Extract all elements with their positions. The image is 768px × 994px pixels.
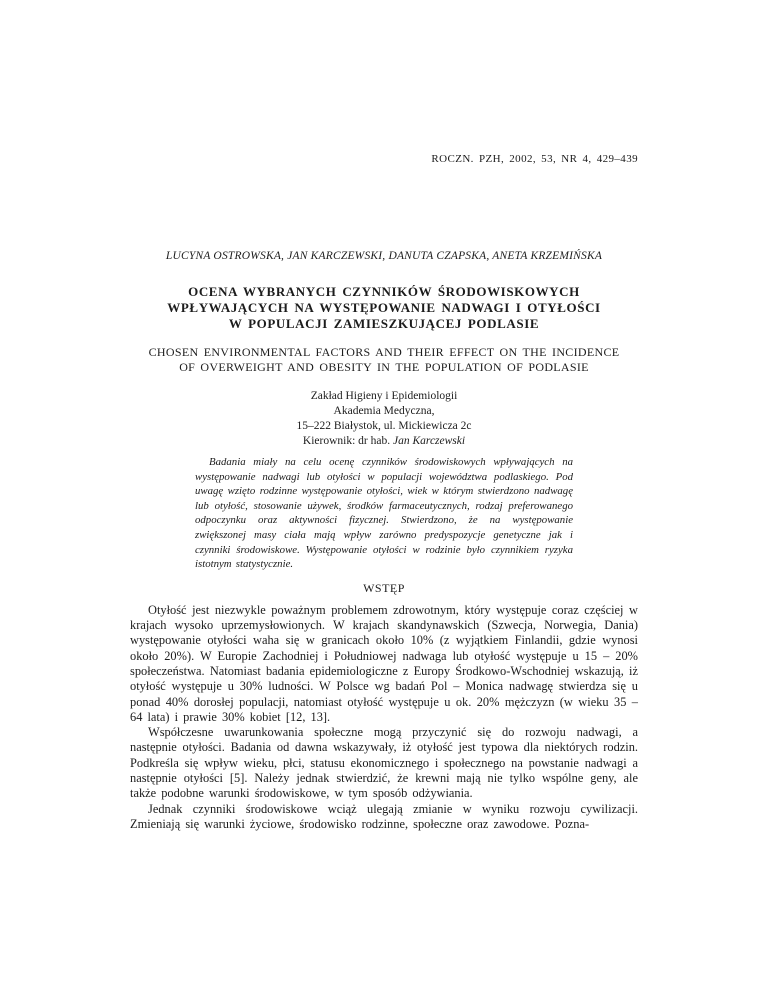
paper-title-polish	[130, 284, 638, 332]
authors-line: LUCYNA OSTROWSKA, JAN KARCZEWSKI, DANUTA CZAPSKA, ANETA KRZEMIŃSKA	[165, 250, 603, 262]
abstract-text: Badania miały na celu ocenę czynników środowiskowych wpływających na występowanie nadwagi lub otyłości w populacji województwa podlaskiego. Pod uwagę wzięto rodzinne występowanie otyłości, wiek w którym stwierdzono nadwagę lub otyłość, stosowanie używek, środków farmaceutycznych, rodzaj preferowanego odpoczynku oraz aktywności fizycznej. Stwierdzono, że na występowanie zwiększonej masy ciała mają wpływ zarówno predyspozycje genetyczne jak i czynniki środowiskowe. Występowanie otyłości w rodzinie było czynnikiem ryzyka istotnym statystycznie.	[195, 456, 573, 571]
affiliation-block	[130, 389, 638, 449]
affiliation-head-label: Kierownik: dr hab.	[302, 435, 393, 447]
affiliation-address: 15–222 Białystok, ul. Mickiewicza 2c	[296, 420, 472, 432]
affiliation-head-name: Jan Karczewski	[393, 435, 466, 447]
affiliation-institution: Akademia Medyczna,	[333, 405, 435, 417]
page-content	[130, 153, 638, 832]
intro-paragraph-3: Jednak czynniki środowiskowe wciąż ulegają zmianie w wyniku rozwoju cywilizacji. Zmieniają się warunki życiowe, środowisko rodzinne, społeczne oraz zawodowe. Pozna-	[130, 801, 638, 831]
journal-citation: ROCZN. PZH, 2002, 53, NR 4, 429–439	[431, 153, 638, 165]
intro-paragraph-2: Współczesne uwarunkowania społeczne mogą przyczynić się do rozwoju nadwagi, a następnie otyłości. Badania od dawna wskazywały, iż otyłość jest typowa dla niektórych rodzin. Podkreśla się wpływ wieku, płci, statusu ekonomicznego i społecznego na powstanie nadwagi a następnie otyłości [5]. Należy jednak stwierdzić, że krewni mają nie tylko wspólne geny, ale także podobne warunki środowiskowe, w tym sposób odżywiania.	[130, 725, 638, 801]
intro-paragraph-1: Otyłość jest niezwykle poważnym problemem zdrowotnym, który występuje coraz częściej w krajach wysoko uprzemysłowionych. W krajach skandynawskich (Szwecja, Norwegia, Dania) występowanie otyłości waha się w granicach około 10% (z wyjątkiem Finlandii, gdzie wynosi około 20%). W Europie Zachodniej i Południowej nadwaga lub otyłość występuje u 15 – 20% społeczeństwa. Natomiast badania epidemiologiczne z Europy Środkowo-Wschodniej wskazują, iż otyłość występuje u 30% ludności. W Polsce wg badań Pol – Monica nadwagę stwierdza się u ponad 40% dorosłej populacji, natomiast otyłość występuje u ok. 20% mężczyzn (w wieku 35 – 64 lata) i prawie 30% kobiet [12, 13].	[130, 602, 638, 724]
title-pl-line-1: OCENA WYBRANYCH CZYNNIKÓW ŚRODOWISKOWYCH	[188, 284, 580, 299]
affiliation-head-line	[130, 434, 638, 449]
title-en-line-1: CHOSEN ENVIRONMENTAL FACTORS AND THEIR EFFECT ON THE INCIDENCE	[148, 345, 620, 359]
title-en-line-2: OF OVERWEIGHT AND OBESITY IN THE POPULATION OF PODLASIE	[179, 360, 589, 374]
paper-title-english	[130, 345, 638, 375]
title-pl-line-2: WPŁYWAJĄCYCH NA WYSTĘPOWANIE NADWAGI I OTYŁOŚCI	[167, 300, 601, 315]
title-pl-line-3: W POPULACJI ZAMIESZKUJĄCEJ PODLASIE	[228, 316, 540, 331]
affiliation-department: Zakład Higieny i Epidemiologii	[310, 390, 458, 402]
introduction-body	[130, 603, 638, 832]
section-heading-wstep: WSTĘP	[363, 580, 405, 595]
